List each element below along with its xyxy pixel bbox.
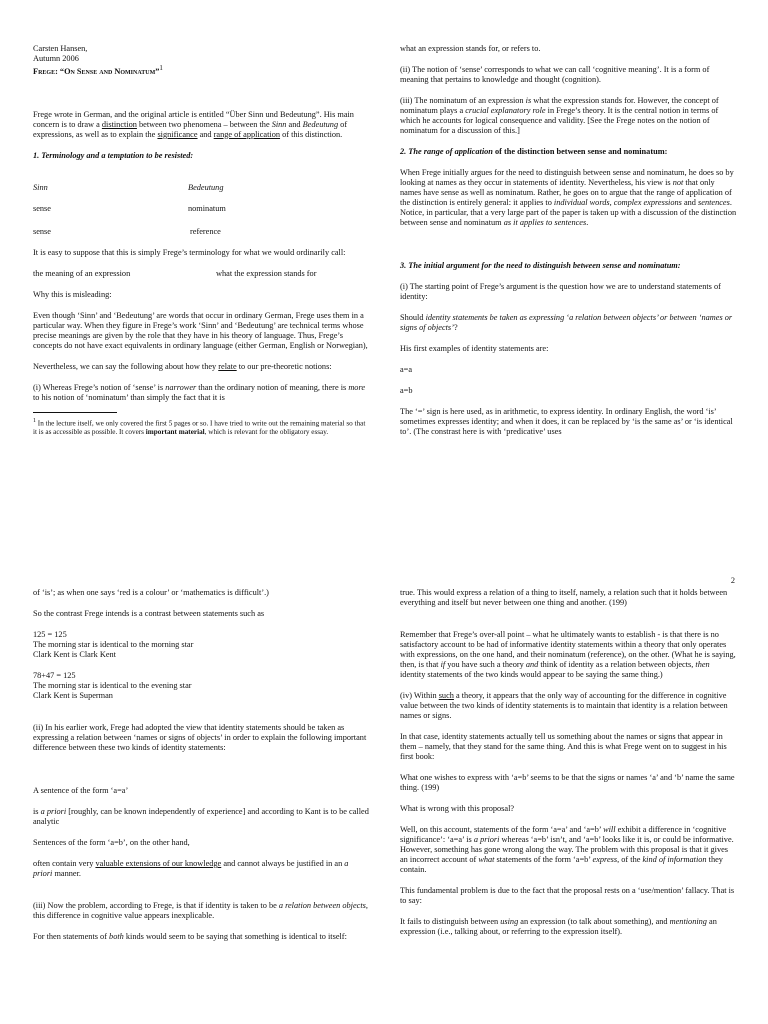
author: Carsten Hansen, — [33, 44, 88, 53]
page2-right-column — [400, 588, 737, 937]
footnote-rule — [33, 412, 117, 413]
term-row-1: Sinn Bedeutung — [33, 182, 224, 192]
point-iii-paragraph: (iii) The nominatum of an expression is what the expression stands for. However, the concept of nominatum plays a crucial explanatory role in Frege’s theory. It is the central notion in terms of which he accounts for logical consequence and validity. [See the Frege notes on the notion of nominatum for a discussion of this.] — [400, 96, 719, 135]
continuation-text: what an expression stands for, or refers to. — [400, 44, 541, 53]
section-3-heading: 3. The initial argument for the need to distinguish between sense and nominatum: — [400, 261, 681, 270]
footnote: $^1$ In the lecture itself, we only covered the first 5 pages or so. I have tried to write out the remaining material so that it is as accessible as possible. It covers important material, which is relevant for the obligatory essay. — [33, 417, 366, 437]
a-priori-paragraph: is a priori [roughly, can be known independently of experience] and according to Kant is to be called analytic — [33, 807, 369, 826]
term-row-3: sense reference — [33, 226, 221, 236]
sentences-ab: Sentences of the form ‘a=b’, on the other hand, — [33, 838, 190, 847]
document-title — [33, 64, 369, 77]
easy-suppose-paragraph: It is easy to suppose that this is simply Frege’s terminology for what we would ordinarily call: — [33, 247, 346, 257]
remember-paragraph: Remember that Frege’s over-all point – what he ultimately wants to establish - is that there is no satisfactory account to be had of informative identity statements within a theory that only operates with expressions, on the one hand, and their nominatum (reference), on the other. (What he is saying, then, is that if you have such a theory and think of identity as a relation between objects, then identity statements of the two kinds would appear to be saying the same thing.) — [400, 630, 736, 679]
title-footnote-mark: 1 — [159, 65, 163, 72]
why-misleading: Why this is misleading: — [33, 289, 112, 299]
point-ii-paragraph: (ii) The notion of ‘sense’ corresponds to what we can call ‘cognitive meaning’. It is a form of meaning that pertains to knowledge and thought (cognition). — [400, 65, 710, 84]
now-problem-paragraph: (iii) Now the problem, according to Frege, is that if identity is taken to be a relation between objects, this difference in cognitive value appears inexplicable. — [33, 901, 368, 920]
true-paragraph: true. This would express a relation of a thing to itself, namely, a relation such that it holds between everything and itself but never between one thing and another. (199) — [400, 588, 728, 607]
intro-paragraph: Frege wrote in German, and the original article is entitled “Über Sinn und Bedeutung”. His main concern is to draw a distinction between two phenomena – between the Sinn and Bedeutung of expressions, as well as to explain the significance and range of application of this distinction. — [33, 109, 354, 139]
when-frege-paragraph: When Frege initially argues for the need to distinguish between sense and nominatum, he does so by looking at names as they occur in statements of identity. Nevertheless, his view is not that only names have sense as well as nominatum. Rather, he goes on to argue that the range of application of the distinction is entirely general: it applies to individual words, complex expressions and sentences. Notice, in particular, that a very large part of the paper is taken up with a discussion of the distinction between sense and nominatum as it applies to sentences. — [400, 168, 737, 227]
section-2-heading: 2. The range of application of the distinction between sense and nominatum: — [400, 147, 668, 156]
of-is-text: of ‘is’; as when one says ‘red is a colour’ or ‘mathematics is difficult’.) — [33, 588, 269, 597]
whats-wrong: What is wrong with this proposal? — [400, 804, 515, 813]
section-1-heading: 1. Terminology and a temptation to be resisted: — [33, 150, 194, 160]
starting-point-paragraph: (i) The starting point of Frege’s argument is the question how we are to understand statements of identity: — [400, 282, 721, 301]
title-text: : “On Sense and Nominatum” — [55, 66, 160, 76]
so-contrast: So the contrast Frege intends is a contrast between statements such as — [33, 609, 265, 618]
well-paragraph: Well, on this account, statements of the form ‘a=a’ and ‘a=b’ will exhibit a difference in ‘cognitive significance’: ‘a=a’ is a priori whereas ‘a=b’ isn’t, and ‘a=b’ looks like it is, or could be informative. However, something has gone wrong along the way. The problem with this proposal is that it gives an incorrect account of what statements of the form ‘a=b’ express, of the kind of information they contain. — [400, 825, 734, 874]
fundamental-paragraph: This fundamental problem is due to the fact that the proposal rests on a ‘use/mention’ fallacy. That is to say: — [400, 886, 735, 905]
often-paragraph: often contain very valuable extensions of our knowledge and cannot always be justified in an a priori manner. — [33, 859, 349, 878]
should-paragraph: Should identity statements be taken as expressing ‘a relation between objects’ or between ‘names or signs of objects’? — [400, 313, 733, 332]
sentence-form: A sentence of the form ‘a=a’ — [33, 786, 129, 795]
nevertheless-paragraph: Nevertheless, we can say the following about how they relate to our pre-theoretic notions: — [33, 361, 332, 371]
page-number: 2 — [730, 576, 735, 585]
page1-right-column — [400, 44, 737, 437]
quote-what-one-wishes: What one wishes to express with ‘a=b’ seems to be that the signs or names ‘a’ and ‘b’ name the same thing. (199) — [400, 773, 735, 792]
even-though-paragraph: Even though ‘Sinn’ and ‘Bedeutung’ are words that occur in ordinary German, Frege uses them in a particular way. When they figure in Frege’s work ‘Sinn’ and ‘Bedeutung’ are technical terms whose precise meanings are given by the role that they have in his theory of language. Thus, Frege’s concepts do not have exact equivalents in ordinary language (either German, English or Norwegian), — [33, 310, 368, 350]
sign-paragraph: The ‘=’ sign is here used, as in arithmetic, to express identity. In ordinary English, the word ‘is’ sometimes expresses identity; and when it does, it can be replaced by ‘is the same as’ or ‘is identical to’. (The constrast here is with ‘predicative’ uses — [400, 407, 733, 436]
point-iv-paragraph: (iv) Within such a theory, it appears that the only way of accounting for the difference in cognitive value between the two kinds of identity statements is to maintain that identity is a relation between names or signs. — [400, 691, 728, 720]
title-prefix: Frege — [33, 66, 56, 76]
page2-left-column — [33, 588, 369, 942]
example-a-equals-b: a=b — [400, 386, 413, 395]
for-then-paragraph: For then statements of both kinds would seem to be saying that something is identical to itself: — [33, 932, 347, 941]
first-examples: His first examples of identity statements are: — [400, 344, 549, 353]
in-that-case-paragraph: In that case, identity statements actually tell us something about the names or signs that appear in them – namely, that they stand for the same thing. And this is what Frege went on to suggest in his first book: — [400, 732, 727, 761]
earlier-work-paragraph: (ii) In his earlier work, Frege had adopted the view that identity statements should be taken as expressing a relation between ‘names or signs of objects’ in order to explain the following important difference between these two kinds of identity statements: — [33, 723, 367, 752]
date: Autumn 2006 — [33, 54, 79, 63]
meaning-row: the meaning of an expression what the expression stands for — [33, 268, 317, 278]
page1-left-column — [33, 44, 369, 437]
example-group-2: 78+47 = 125 The morning star is identical to the evening star Clark Kent is Superman — [33, 671, 192, 700]
term-row-2: sense nominatum — [33, 203, 226, 213]
example-a-equals-a: a=a — [400, 365, 413, 374]
point-i-paragraph: (i) Whereas Frege’s notion of ‘sense’ is narrower than the ordinary notion of meaning, there is more to his notion of ‘nominatum’ than simply the fact that it is — [33, 382, 366, 402]
example-group-1: 125 = 125 The morning star is identical to the morning star Clark Kent is Clark Kent — [33, 630, 194, 659]
fails-paragraph: It fails to distinguish between using an expression (to talk about something), and mentioning an expression (i.e., talking about, or referring to the expression itself). — [400, 917, 717, 936]
